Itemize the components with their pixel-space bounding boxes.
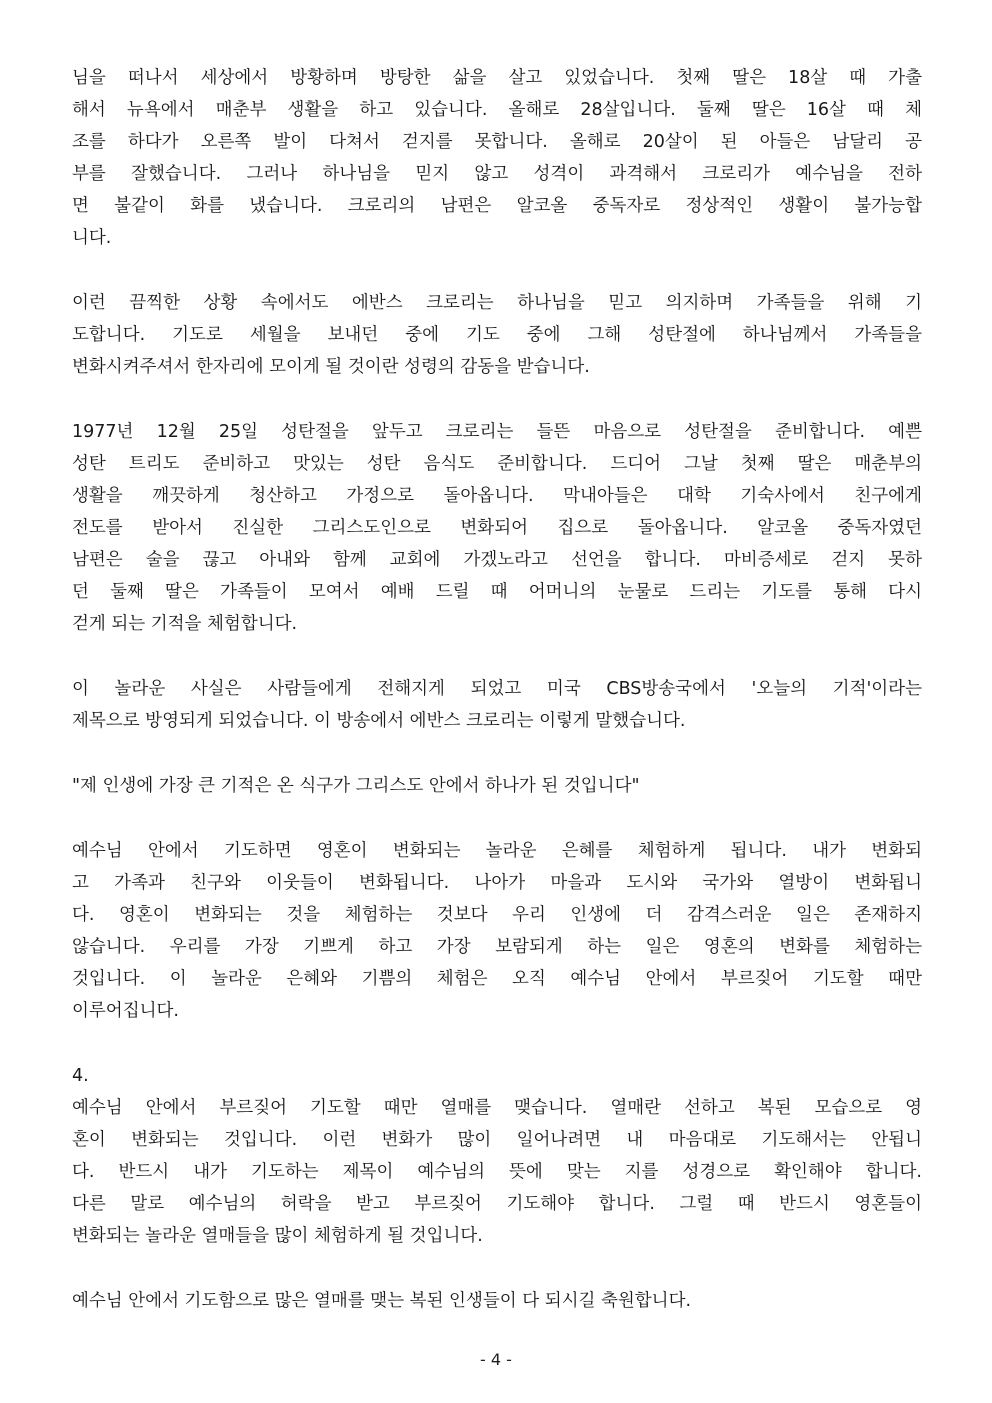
text-line: 다. 영혼이 변화되는 것을 체험하는 것보다 우리 인생에 더 감격스러운 일은 존재하지 — [72, 905, 922, 925]
paragraph-christmas-1977 — [72, 416, 922, 640]
text-line: 이 놀라운 사실은 사람들에게 전해지게 되었고 미국 CBS방송국에서 '오늘의 기적'이라는 — [72, 679, 922, 699]
text-line: 혼이 변화되는 것입니다. 이런 변화가 많이 일어나려면 내 마음대로 기도해서는 안됩니 — [72, 1130, 922, 1150]
section-number — [72, 1060, 922, 1092]
paragraph-quote — [72, 770, 922, 802]
page-number: - 4 - — [480, 1350, 512, 1369]
text-line: 고 가족과 친구와 이웃들이 변화됩니다. 나아가 마을과 도시와 국가와 열방이 변화됩니 — [72, 873, 922, 893]
text-line: 예수님 안에서 부르짖어 기도할 때만 열매를 맺습니다. 열매란 선하고 복된 모습으로 영 — [72, 1098, 922, 1118]
text-line: 님을 떠나서 세상에서 방황하며 방탕한 삶을 살고 있었습니다. 첫째 딸은 18살 때 가출 — [72, 68, 922, 88]
text-line: 걷게 되는 기적을 체험합니다. — [72, 614, 298, 634]
text-line: 않습니다. 우리를 가장 기쁘게 하고 가장 보람되게 하는 일은 영혼의 변화를 체험하는 — [72, 937, 922, 957]
text-line: 부를 잘했습니다. 그러나 하나님을 믿지 않고 성격이 과격해서 크로리가 예수님을 전하 — [72, 164, 922, 184]
text-line: 남편은 술을 끊고 아내와 함께 교회에 가겠노라고 선언을 합니다. 마비증세로 걷지 못하 — [72, 550, 922, 570]
paragraph-cbs-broadcast — [72, 673, 922, 737]
text-line: 다른 말로 예수님의 허락을 받고 부르짖어 기도해야 합니다. 그럴 때 반드시 영혼들이 — [72, 1194, 922, 1214]
section-heading: 4. — [72, 1066, 89, 1086]
text-line: 예수님 안에서 기도함으로 많은 열매를 맺는 복된 인생들이 다 되시길 축원합니다. — [72, 1291, 692, 1311]
text-line: 성탄 트리도 준비하고 맛있는 성탄 음식도 준비합니다. 드디어 그날 첫째 딸은 매춘부의 — [72, 454, 922, 474]
text-line: 제목으로 방영되게 되었습니다. 이 방송에서 에반스 크로리는 이렇게 말했습니다. — [72, 711, 686, 731]
quote-line: "제 인생에 가장 큰 기적은 온 식구가 그리스도 안에서 하나가 된 것입니다" — [72, 776, 640, 796]
document-body — [72, 62, 922, 1350]
text-line: 변화시켜주셔서 한자리에 모이게 될 것이란 성령의 감동을 받습니다. — [72, 357, 590, 377]
text-line: 던 둘째 딸은 가족들이 모여서 예배 드릴 때 어머니의 눈물로 드리는 기도를 통해 다시 — [72, 582, 922, 602]
text-line: 1977년 12월 25일 성탄절을 앞두고 크로리는 들뜬 마음으로 성탄절을 준비합니다. 예쁜 — [72, 422, 922, 442]
text-line: 이루어집니다. — [72, 1001, 179, 1021]
text-line: 것입니다. 이 놀라운 은혜와 기쁨의 체험은 오직 예수님 안에서 부르짖어 기도할 때만 — [72, 969, 922, 989]
text-line: 다. 반드시 내가 기도하는 제목이 예수님의 뜻에 맞는 지를 성경으로 확인해야 합니다. — [72, 1162, 922, 1182]
text-line: 변화되는 놀라운 열매들을 많이 체험하게 될 것입니다. — [72, 1226, 483, 1246]
text-line: 생활을 깨끗하게 청산하고 가정으로 돌아옵니다. 막내아들은 대학 기숙사에서 친구에게 — [72, 486, 922, 506]
text-line: 이런 끔찍한 상황 속에서도 에반스 크로리는 하나님을 믿고 의지하며 가족들을 위해 기 — [72, 293, 922, 313]
text-line: 도합니다. 기도로 세월을 보내던 중에 기도 중에 그해 성탄절에 하나님께서 가족들을 — [72, 325, 922, 345]
paragraph-blessing — [72, 1285, 922, 1317]
text-line: 예수님 안에서 기도하면 영혼이 변화되는 놀라운 은혜를 체험하게 됩니다. 내가 변화되 — [72, 841, 922, 861]
paragraph-soul-transformation — [72, 835, 922, 1027]
text-line: 해서 뉴욕에서 매춘부 생활을 하고 있습니다. 올해로 28살입니다. 둘째 딸은 16살 때 체 — [72, 100, 922, 120]
text-line: 조를 하다가 오른쪽 발이 다쳐서 걷지를 못합니다. 올해로 20살이 된 아들은 남달리 공 — [72, 132, 922, 152]
paragraph-prayer — [72, 287, 922, 383]
text-line: 면 불같이 화를 냈습니다. 크로리의 남편은 알코올 중독자로 정상적인 생활이 불가능합 — [72, 196, 922, 216]
paragraph-fruit — [72, 1092, 922, 1252]
paragraph-family-situation — [72, 62, 922, 254]
text-line: 니다. — [72, 228, 112, 248]
text-line: 전도를 받아서 진실한 그리스도인으로 변화되어 집으로 돌아옵니다. 알코올 중독자였던 — [72, 518, 922, 538]
